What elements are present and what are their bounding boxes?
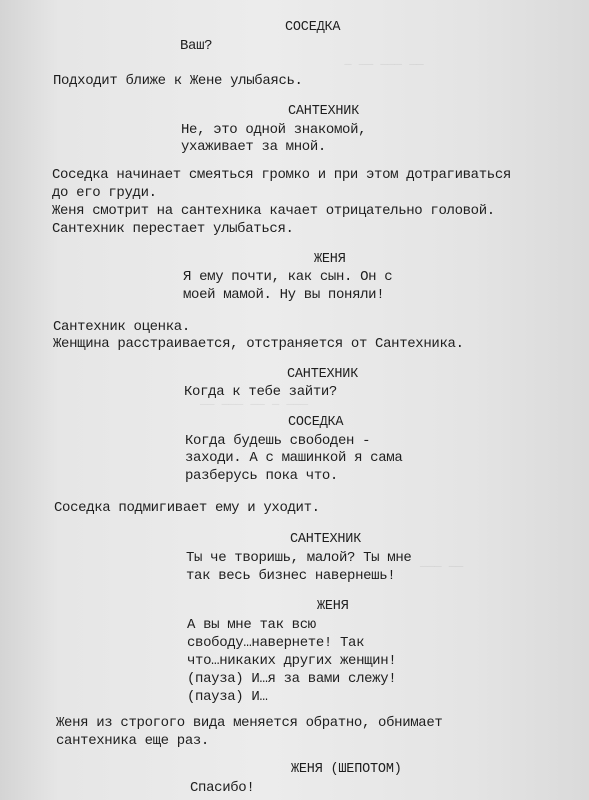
action-line: Сантехник оценка. [53,319,190,335]
action-line: до его груди. [52,185,157,201]
dialogue-line: Когда к тебе зайти? [184,384,337,400]
dialogue-line: Не, это одной знакомой, [181,122,367,138]
bleed-through-texture: ── ─── ── ─ ─── [200,398,309,412]
dialogue-line: (пауза) И… [187,689,268,705]
character-name: ЖЕНЯ (ШЕПОТОМ) [291,762,402,777]
dialogue-line: Ваш? [180,38,213,54]
action-line: Женя из строгого вида меняется обратно, обнимает [56,715,443,731]
dialogue-line: свободу…навернете! Так [187,635,365,651]
action-line: Подходит ближе к Жене улыбаясь. [53,73,303,89]
dialogue-line: разберусь пока что. [185,468,338,484]
action-line: Сантехник перестает улыбаться. [52,221,294,237]
action-line: Соседка начинает смеяться громко и при этом дотрагиваться [52,167,511,183]
dialogue-line: Ты че творишь, малой? Ты мне [186,550,412,566]
dialogue-line: А вы мне так всю [187,617,316,633]
action-line: Женя смотрит на сантехника качает отрицательно головой. [52,203,495,219]
bleed-through-texture: ─── ── [420,560,464,574]
dialogue-line: (пауза) И…я за вами слежу! [187,671,397,687]
character-name: САНТЕХНИК [287,367,359,382]
character-name: СОСЕДКА [288,415,344,430]
action-line: Женщина расстраивается, отстраняется от Сантехника. [53,336,464,352]
action-line: Соседка подмигивает ему и уходит. [54,500,320,516]
character-name: САНТЕХНИК [290,532,362,547]
dialogue-line: что…никаких других женщин! [187,653,397,669]
dialogue-line: заходи. А с машинкой я сама [185,450,403,466]
character-name: СОСЕДКА [285,20,341,35]
dialogue-line: моей мамой. Ну вы поняли! [183,287,385,303]
character-name: ЖЕНЯ [317,599,349,614]
action-line: сантехника еще раз. [56,733,209,749]
dialogue-line: ухаживает за мной. [181,139,326,155]
dialogue-line: Я ему почти, как сын. Он с [183,269,393,285]
dialogue-line: Спасибо! [190,780,255,796]
character-name: ЖЕНЯ [314,252,346,267]
bleed-through-texture: ─ ── ─── ── [330,58,424,72]
dialogue-line: Когда будешь свободен - [185,433,371,449]
character-name: САНТЕХНИК [288,104,360,119]
dialogue-line: так весь бизнес навернешь! [186,568,396,584]
